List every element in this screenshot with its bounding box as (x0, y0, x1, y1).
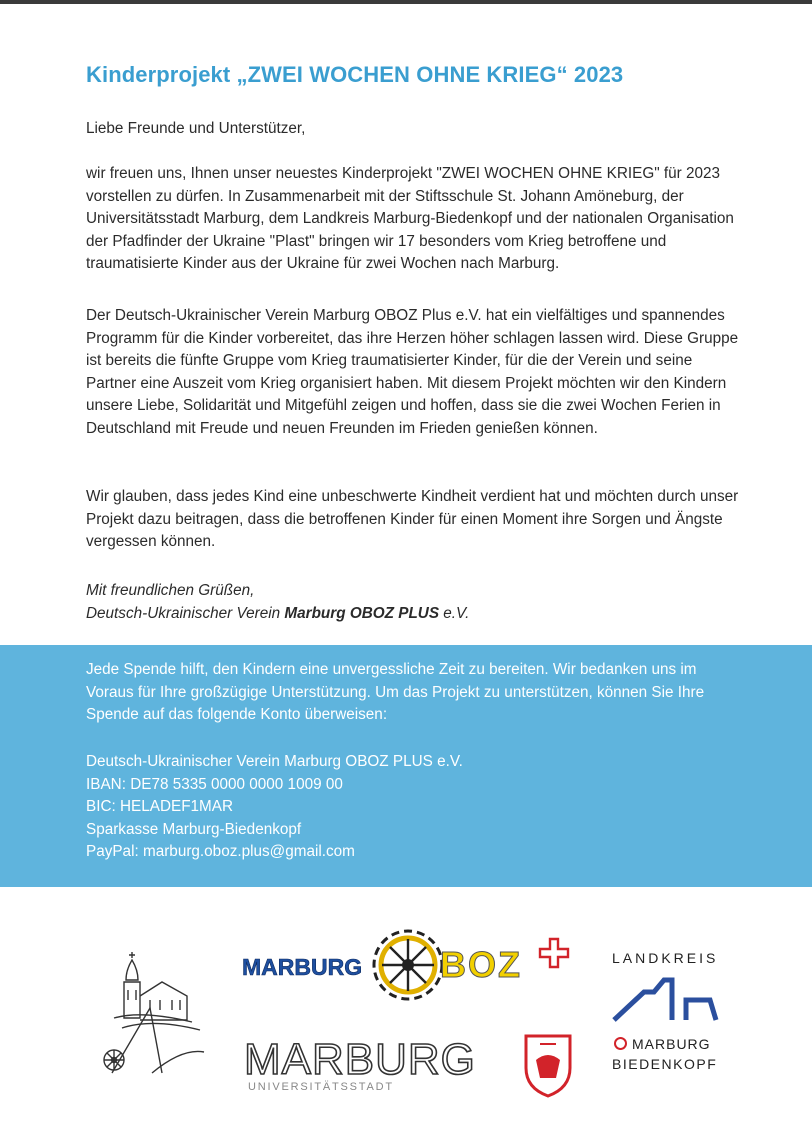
closing-line-2 (86, 603, 746, 626)
stiftsschule-logo-icon (92, 948, 212, 1083)
account-iban: IBAN: DE78 5335 0000 0000 1009 00 (86, 775, 343, 793)
landkreis-logo-top: LANDKREIS (612, 950, 719, 966)
closing-bold: Marburg OBOZ PLUS (284, 604, 440, 622)
landkreis-skyline-icon (610, 976, 730, 1026)
donation-box (0, 645, 812, 887)
paragraph-belief: Wir glauben, dass jedes Kind eine unbeschwerte Kindheit verdient hat und möchten durch unser Projekt dazu beitragen, dass die betroffenen Kinder für einen Moment ihre Sorgen und Ängste vergessen können. (86, 488, 739, 550)
landkreis-logo (608, 950, 738, 1080)
account-details (86, 751, 746, 864)
donation-text: Jede Spende hilft, den Kindern eine unvergessliche Zeit zu bereiten. Wir bedanken uns im Voraus für Ihre großzügige Unterstützung. Um das Projekt zu unterstützen, können Sie Ihre Spende auf das folgende Konto überweisen: (86, 661, 705, 723)
account-paypal: PayPal: marburg.oboz.plus@gmail.com (86, 843, 355, 860)
paragraph-intro: wir freuen uns, Ihnen unser neuestes Kinderprojekt "ZWEI WOCHEN OHNE KRIEG" für 2023 vorstellen zu dürfen. In Zusammenarbeit mit der Stiftsschule St. Johann Amöneburg, der Universitätsstadt Marburg, dem Landkreis Marburg-Biedenkopf und der nationalen Organisation der Pfadfinder der Ukraine "Plast" bringen wir 17 besonders vom Krieg betroffene und traumatisierte Kinder aus der Ukraine für zwei Wochen nach Marburg. (86, 165, 734, 272)
landkreis-logo-line1: MARBURG (632, 1036, 711, 1052)
closing (86, 580, 746, 625)
page-title: Kinderprojekt „ZWEI WOCHEN OHNE KRIEG“ 2023 (86, 62, 624, 87)
paragraph-program: Der Deutsch-Ukrainischer Verein Marburg OBOZ Plus e.V. hat ein vielfältiges und spannendes Programm für die Kinder vorbereitet, das ihre Herzen höher schlagen lassen wird. Diese Gruppe ist bereits die fünfte Gruppe vom Krieg traumatisierter Kinder, für die der Verein und seine Partner eine Auszeit vom Krieg organisiert haben. Mit diesem Projekt möchten wir den Kindern unsere Liebe, Solidarität und Mitgefühl zeigen und hoffen, dass sie die zwei Wochen Ferien in Deutschland mit Freude und neuen Freunden im Frieden genießen können. (86, 307, 739, 437)
closing-suffix: e.V. (439, 604, 470, 622)
closing-line-1: Mit freundlichen Grüßen, (86, 582, 255, 599)
account-holder: Deutsch-Ukrainischer Verein Marburg OBOZ PLUS e.V. (86, 753, 463, 770)
landkreis-red-ring-icon (614, 1037, 627, 1050)
landkreis-logo-line2: BIEDENKOPF (612, 1056, 718, 1072)
oboz-logo-icon (240, 915, 580, 1015)
oboz-logo-text-boz: BOZ (440, 944, 522, 985)
greeting: Liebe Freunde und Unterstützer, (86, 120, 306, 137)
marburg-city-logo-icon (240, 1030, 580, 1100)
oboz-logo-text-marburg: MARBURG (242, 954, 363, 980)
account-bic: BIC: HELADEF1MAR (86, 798, 234, 815)
closing-prefix: Deutsch-Ukrainischer Verein (86, 604, 285, 622)
marburg-logo-text: MARBURG (244, 1035, 476, 1084)
marburg-logo-subtitle: UNIVERSITÄTSSTADT (248, 1081, 394, 1093)
top-edge (0, 0, 812, 4)
account-bank: Sparkasse Marburg-Biedenkopf (86, 820, 302, 838)
